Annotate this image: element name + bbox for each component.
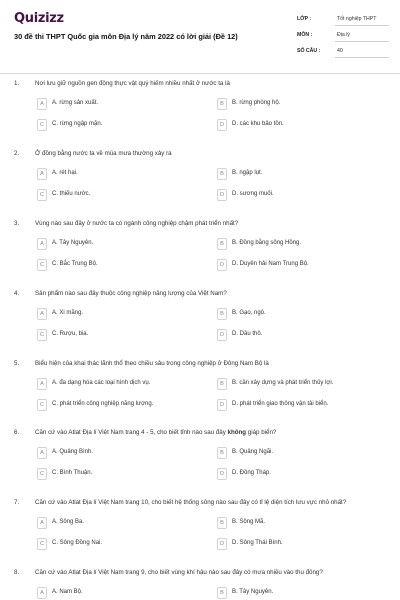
question-text-emphasis: không [227, 429, 247, 436]
quizizz-logo: Quizizz [14, 11, 64, 26]
option-letter-box: C [37, 119, 47, 131]
option-c[interactable] [37, 259, 202, 273]
meta-value: Tốt nghiệp THPT [335, 12, 389, 26]
question-text-part: Căn cứ vào Atlat Địa lí Việt Nam trang 4 - 5, cho biết tỉnh nào sau đây [35, 429, 228, 436]
option-a[interactable] [37, 238, 202, 252]
option-letter-box: B [217, 587, 227, 599]
option-b[interactable] [217, 168, 382, 182]
option-text: B. ngập lụt. [232, 170, 263, 176]
option-letter-box: A [37, 98, 47, 110]
meta-label: LỚP : [297, 16, 312, 22]
option-a[interactable] [37, 98, 202, 112]
option-letter-box: B [217, 447, 227, 459]
option-c[interactable] [37, 399, 202, 413]
option-letter-box: A [37, 587, 47, 599]
option-a[interactable] [37, 587, 202, 600]
question-text-part: giáp biển? [246, 429, 277, 436]
question-number: 8. [14, 569, 20, 576]
question-text: Biểu hiện của khai thác lãnh thổ theo chiều sâu trong công nghiệp ở Đông Nam Bộ là [35, 360, 269, 367]
option-text: C. Rượu, bia. [52, 331, 89, 337]
meta-value: 40 [335, 44, 389, 58]
meta-row-class [297, 12, 389, 28]
option-text: D. Sông Thái Bình. [232, 540, 283, 546]
option-text: B. Đồng bằng sông Hồng. [232, 240, 302, 246]
option-a[interactable] [37, 447, 202, 461]
option-b[interactable] [217, 308, 382, 322]
question-number: 1. [14, 80, 20, 87]
option-letter-box: A [37, 238, 47, 250]
document-title: 30 đề thi THPT Quốc gia môn Địa lý năm 2022 có lời giải (Đề 12) [14, 32, 238, 41]
option-b[interactable] [217, 447, 382, 461]
option-c[interactable] [37, 329, 202, 343]
option-b[interactable] [217, 587, 382, 600]
option-d[interactable] [217, 189, 382, 203]
option-letter-box: C [37, 468, 47, 480]
option-letter-box: D [217, 399, 227, 411]
option-b[interactable] [217, 98, 382, 112]
option-letter-box: D [217, 259, 227, 271]
option-text: A. rừng sản xuất. [52, 100, 99, 106]
meta-label: SỐ CÂU : [297, 48, 321, 54]
option-text: A. Tây Nguyên. [52, 240, 94, 246]
option-c[interactable] [37, 468, 202, 482]
option-text: D. Đồng Tháp. [232, 470, 271, 476]
option-b[interactable] [217, 517, 382, 531]
question-text [35, 429, 385, 436]
option-d[interactable] [217, 119, 382, 133]
option-text: D. phát triển giao thông vận tải biển. [232, 401, 329, 407]
question-number: 4. [14, 290, 20, 297]
option-letter-box: B [217, 98, 227, 110]
option-letter-box: C [37, 329, 47, 341]
option-a[interactable] [37, 517, 202, 531]
option-a[interactable] [37, 308, 202, 322]
meta-info [297, 12, 389, 60]
meta-row-count [297, 44, 389, 60]
option-text: D. các khu bảo tồn. [232, 121, 284, 127]
question-number: 6. [14, 429, 20, 436]
option-letter-box: A [37, 308, 47, 320]
option-text: C. phát triển công nghiệp năng lượng. [52, 401, 154, 407]
meta-label: MÔN : [297, 32, 313, 38]
question-text: Căn cứ vào Atlat Địa lí Việt Nam trang 9, cho biết vùng khí hậu nào sau đây có mưa nhiều vào thu đông? [35, 569, 323, 576]
option-text: A. Nam Bộ. [52, 589, 83, 595]
option-letter-box: A [37, 517, 47, 529]
question-text: Nơi lưu giữ nguồn gen động thực vật quý hiếm nhiều nhất ở nước ta là [35, 80, 230, 87]
option-text: D. Duyên hải Nam Trung Bộ. [232, 261, 309, 267]
option-text: B. Gạo, ngô. [232, 310, 266, 316]
document-header [0, 0, 400, 74]
option-a[interactable] [37, 378, 202, 392]
meta-value: Địa lý [335, 28, 389, 42]
option-d[interactable] [217, 468, 382, 482]
option-a[interactable] [37, 168, 202, 182]
option-text: C. rừng ngập mặn. [52, 121, 103, 127]
option-d[interactable] [217, 329, 382, 343]
option-b[interactable] [217, 378, 382, 392]
option-letter-box: A [37, 378, 47, 390]
question-number: 5. [14, 360, 20, 367]
question-text: Ở đồng bằng nước ta về mùa mưa thường xảy ra [35, 150, 172, 157]
option-letter-box: A [37, 447, 47, 459]
option-text: C. Sông Đồng Nai. [52, 540, 103, 546]
option-text: B. Quảng Ngãi. [232, 449, 274, 455]
option-c[interactable] [37, 538, 202, 552]
meta-row-subject [297, 28, 389, 44]
option-text: C. Bắc Trung Bộ. [52, 261, 98, 267]
option-text: A. Sông Ba. [52, 519, 85, 525]
option-letter-box: B [217, 308, 227, 320]
option-letter-box: B [217, 238, 227, 250]
option-text: D. sương muối. [232, 191, 274, 197]
question-text: Căn cứ vào Atlat Địa lí Việt Nam trang 10, cho biết hệ thống sông nào sau đây có tỉ lệ diện tích lưu vực nhỏ nhất? [35, 499, 347, 506]
option-d[interactable] [217, 399, 382, 413]
question-text: Sản phẩm nào sau đây thuộc công nghiệp năng lượng của Việt Nam? [35, 290, 227, 297]
option-text: B. rừng phòng hộ. [232, 100, 281, 106]
option-d[interactable] [217, 538, 382, 552]
option-letter-box: B [217, 517, 227, 529]
option-letter-box: C [37, 259, 47, 271]
option-c[interactable] [37, 119, 202, 133]
option-letter-box: A [37, 168, 47, 180]
question-text: Vùng nào sau đây ở nước ta có ngành công nghiệp chậm phát triển nhất? [35, 220, 239, 227]
option-c[interactable] [37, 189, 202, 203]
option-letter-box: C [37, 399, 47, 411]
option-text: C. Bình Thuận. [52, 470, 93, 476]
option-letter-box: B [217, 168, 227, 180]
option-letter-box: D [217, 119, 227, 131]
option-text: C. thiếu nước. [52, 191, 91, 197]
option-letter-box: D [217, 329, 227, 341]
option-letter-box: D [217, 189, 227, 201]
option-text: A. đa dạng hóa các loại hình dịch vụ. [52, 380, 151, 386]
option-letter-box: D [217, 468, 227, 480]
option-text: A. Quảng Bình. [52, 449, 94, 455]
option-text: A. rét hại. [52, 170, 78, 176]
question-number: 3. [14, 220, 20, 227]
question-number: 2. [14, 150, 20, 157]
option-letter-box: D [217, 538, 227, 550]
option-text: B. Tây Nguyên. [232, 589, 274, 595]
option-letter-box: B [217, 378, 227, 390]
option-b[interactable] [217, 238, 382, 252]
question-number: 7. [14, 499, 20, 506]
option-text: B. cần xây dựng và phát triển thủy lợi. [232, 380, 334, 386]
option-text: B. Sông Mã. [232, 519, 266, 525]
option-text: D. Dầu thô. [232, 331, 263, 337]
option-d[interactable] [217, 259, 382, 273]
option-text: A. Xi măng. [52, 310, 84, 316]
option-letter-box: C [37, 189, 47, 201]
option-letter-box: C [37, 538, 47, 550]
